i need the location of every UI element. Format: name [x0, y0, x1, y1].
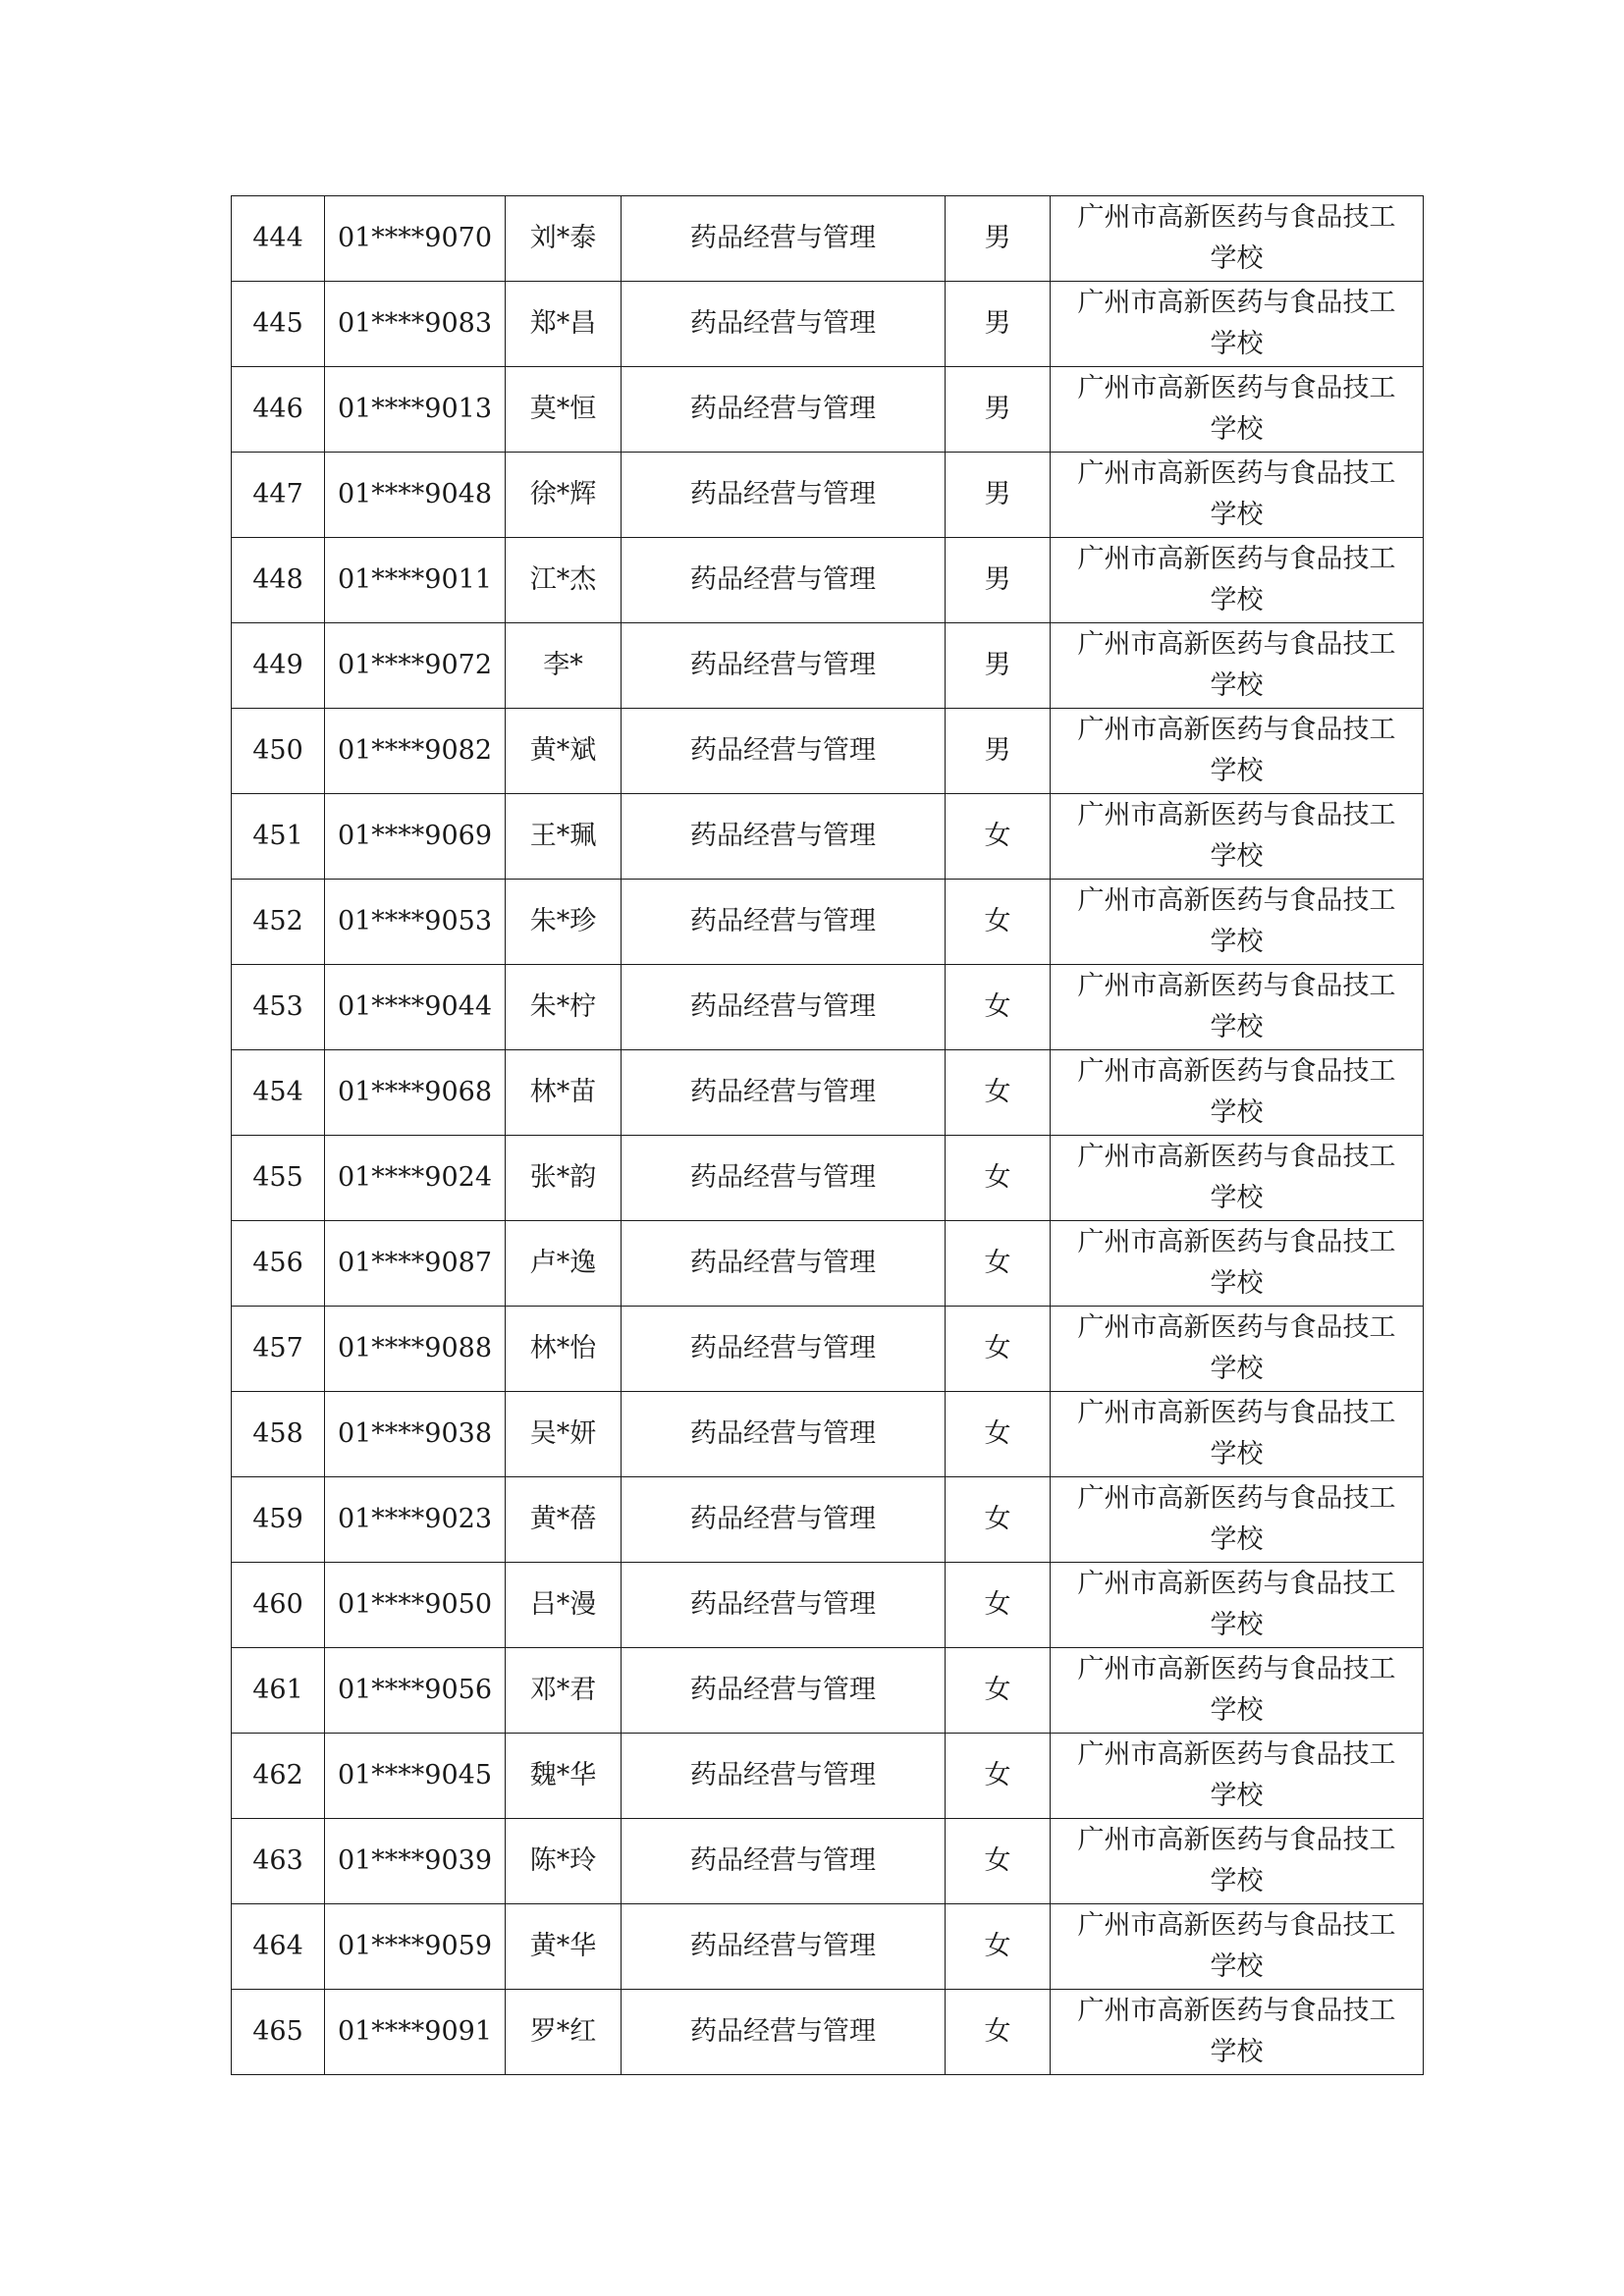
student-id: 01****9023 [325, 1477, 506, 1563]
school-line-2: 学校 [1210, 1354, 1264, 1384]
school-line-1: 广州市高新医药与食品技工 [1077, 1056, 1396, 1087]
student-id: 01****9091 [325, 1990, 506, 2075]
student-id: 01****9045 [325, 1734, 506, 1819]
gender: 女 [946, 794, 1051, 880]
row-number: 463 [232, 1819, 325, 1904]
student-name: 黄*华 [506, 1904, 622, 1990]
table-row [232, 880, 1424, 965]
school [1051, 1050, 1424, 1136]
school-line-2: 学校 [1210, 414, 1264, 445]
table-row [232, 1990, 1424, 2075]
school-line-1: 广州市高新医药与食品技工 [1077, 1569, 1396, 1599]
major: 药品经营与管理 [622, 538, 946, 623]
table-row [232, 282, 1424, 367]
table-row [232, 709, 1424, 794]
school-line-1: 广州市高新医药与食品技工 [1077, 629, 1396, 660]
school-line-1: 广州市高新医药与食品技工 [1077, 1227, 1396, 1257]
row-number: 456 [232, 1221, 325, 1307]
table-row [232, 1392, 1424, 1477]
gender: 男 [946, 538, 1051, 623]
student-id: 01****9024 [325, 1136, 506, 1221]
row-number: 464 [232, 1904, 325, 1990]
school-line-2: 学校 [1210, 1097, 1264, 1128]
row-number: 444 [232, 196, 325, 282]
student-name: 罗*红 [506, 1990, 622, 2075]
student-id: 01****9059 [325, 1904, 506, 1990]
major: 药品经营与管理 [622, 1563, 946, 1648]
school-line-1: 广州市高新医药与食品技工 [1077, 1739, 1396, 1770]
student-id: 01****9050 [325, 1563, 506, 1648]
row-number: 462 [232, 1734, 325, 1819]
table-row [232, 1307, 1424, 1392]
table-row [232, 1563, 1424, 1648]
school-line-2: 学校 [1210, 243, 1264, 274]
school-line-1: 广州市高新医药与食品技工 [1077, 800, 1396, 830]
gender: 女 [946, 1563, 1051, 1648]
student-id: 01****9087 [325, 1221, 506, 1307]
major: 药品经营与管理 [622, 1050, 946, 1136]
student-name: 邓*君 [506, 1648, 622, 1734]
major: 药品经营与管理 [622, 1392, 946, 1477]
student-name: 林*怡 [506, 1307, 622, 1392]
student-id: 01****9069 [325, 794, 506, 880]
school-line-2: 学校 [1210, 585, 1264, 615]
student-roster-table [231, 195, 1424, 2075]
student-name: 朱*珍 [506, 880, 622, 965]
row-number: 445 [232, 282, 325, 367]
table-row [232, 538, 1424, 623]
row-number: 459 [232, 1477, 325, 1563]
school [1051, 1221, 1424, 1307]
school [1051, 1734, 1424, 1819]
school-line-2: 学校 [1210, 1268, 1264, 1299]
school [1051, 282, 1424, 367]
table-row [232, 965, 1424, 1050]
school [1051, 1392, 1424, 1477]
row-number: 448 [232, 538, 325, 623]
table-row [232, 1477, 1424, 1563]
major: 药品经营与管理 [622, 1221, 946, 1307]
school-line-1: 广州市高新医药与食品技工 [1077, 288, 1396, 318]
major: 药品经营与管理 [622, 196, 946, 282]
school-line-1: 广州市高新医药与食品技工 [1077, 1996, 1396, 2026]
table-row [232, 623, 1424, 709]
student-name: 魏*华 [506, 1734, 622, 1819]
gender: 男 [946, 282, 1051, 367]
school-line-2: 学校 [1210, 2037, 1264, 2067]
school-line-2: 学校 [1210, 1524, 1264, 1555]
major: 药品经营与管理 [622, 1307, 946, 1392]
student-id: 01****9038 [325, 1392, 506, 1477]
row-number: 458 [232, 1392, 325, 1477]
major: 药品经营与管理 [622, 709, 946, 794]
school-line-2: 学校 [1210, 1439, 1264, 1469]
school-line-1: 广州市高新医药与食品技工 [1077, 202, 1396, 233]
student-id: 01****9056 [325, 1648, 506, 1734]
student-name: 黄*蓓 [506, 1477, 622, 1563]
school-line-1: 广州市高新医药与食品技工 [1077, 373, 1396, 403]
row-number: 453 [232, 965, 325, 1050]
school-line-1: 广州市高新医药与食品技工 [1077, 1312, 1396, 1343]
gender: 女 [946, 1221, 1051, 1307]
gender: 女 [946, 965, 1051, 1050]
row-number: 460 [232, 1563, 325, 1648]
table-row [232, 1050, 1424, 1136]
row-number: 449 [232, 623, 325, 709]
school-line-1: 广州市高新医药与食品技工 [1077, 458, 1396, 489]
row-number: 461 [232, 1648, 325, 1734]
row-number: 446 [232, 367, 325, 453]
student-name: 陈*玲 [506, 1819, 622, 1904]
gender: 男 [946, 623, 1051, 709]
gender: 女 [946, 1734, 1051, 1819]
school-line-1: 广州市高新医药与食品技工 [1077, 715, 1396, 745]
school [1051, 1990, 1424, 2075]
student-id: 01****9070 [325, 196, 506, 282]
student-name: 莫*恒 [506, 367, 622, 453]
gender: 女 [946, 1990, 1051, 2075]
student-name: 李* [506, 623, 622, 709]
major: 药品经营与管理 [622, 1990, 946, 2075]
student-name: 刘*泰 [506, 196, 622, 282]
gender: 女 [946, 1477, 1051, 1563]
school [1051, 367, 1424, 453]
school-line-1: 广州市高新医药与食品技工 [1077, 1142, 1396, 1172]
school [1051, 794, 1424, 880]
school-line-2: 学校 [1210, 1781, 1264, 1811]
school [1051, 196, 1424, 282]
table-row [232, 1221, 1424, 1307]
table-row [232, 367, 1424, 453]
school [1051, 1477, 1424, 1563]
school [1051, 709, 1424, 794]
student-id: 01****9039 [325, 1819, 506, 1904]
school [1051, 538, 1424, 623]
major: 药品经营与管理 [622, 367, 946, 453]
school-line-1: 广州市高新医药与食品技工 [1077, 1910, 1396, 1941]
school-line-2: 学校 [1210, 756, 1264, 786]
student-id: 01****9068 [325, 1050, 506, 1136]
school [1051, 1307, 1424, 1392]
student-name: 吕*漫 [506, 1563, 622, 1648]
major: 药品经营与管理 [622, 453, 946, 538]
school-line-2: 学校 [1210, 670, 1264, 701]
school [1051, 965, 1424, 1050]
row-number: 447 [232, 453, 325, 538]
student-name: 王*珮 [506, 794, 622, 880]
school-line-1: 广州市高新医药与食品技工 [1077, 971, 1396, 1001]
gender: 女 [946, 1819, 1051, 1904]
student-id: 01****9044 [325, 965, 506, 1050]
row-number: 465 [232, 1990, 325, 2075]
school-line-1: 广州市高新医药与食品技工 [1077, 1654, 1396, 1684]
student-id: 01****9082 [325, 709, 506, 794]
student-id: 01****9053 [325, 880, 506, 965]
school-line-2: 学校 [1210, 500, 1264, 530]
student-name: 卢*逸 [506, 1221, 622, 1307]
table-row [232, 1136, 1424, 1221]
major: 药品经营与管理 [622, 1819, 946, 1904]
school [1051, 1648, 1424, 1734]
school [1051, 1904, 1424, 1990]
school [1051, 1819, 1424, 1904]
student-name: 黄*斌 [506, 709, 622, 794]
row-number: 455 [232, 1136, 325, 1221]
table-row [232, 453, 1424, 538]
table-row [232, 196, 1424, 282]
gender: 女 [946, 1648, 1051, 1734]
major: 药品经营与管理 [622, 880, 946, 965]
school-line-1: 广州市高新医药与食品技工 [1077, 1825, 1396, 1855]
table-row [232, 1904, 1424, 1990]
school-line-2: 学校 [1210, 329, 1264, 359]
school-line-2: 学校 [1210, 1951, 1264, 1982]
student-name: 林*苗 [506, 1050, 622, 1136]
major: 药品经营与管理 [622, 1136, 946, 1221]
school-line-1: 广州市高新医药与食品技工 [1077, 1398, 1396, 1428]
student-name: 郑*昌 [506, 282, 622, 367]
gender: 女 [946, 1307, 1051, 1392]
row-number: 454 [232, 1050, 325, 1136]
row-number: 452 [232, 880, 325, 965]
student-id: 01****9048 [325, 453, 506, 538]
school-line-2: 学校 [1210, 1866, 1264, 1896]
major: 药品经营与管理 [622, 1477, 946, 1563]
school [1051, 453, 1424, 538]
major: 药品经营与管理 [622, 965, 946, 1050]
gender: 男 [946, 709, 1051, 794]
gender: 男 [946, 367, 1051, 453]
major: 药品经营与管理 [622, 1734, 946, 1819]
school-line-2: 学校 [1210, 1695, 1264, 1726]
row-number: 457 [232, 1307, 325, 1392]
school [1051, 1563, 1424, 1648]
gender: 女 [946, 1050, 1051, 1136]
school [1051, 1136, 1424, 1221]
student-id: 01****9011 [325, 538, 506, 623]
student-id: 01****9013 [325, 367, 506, 453]
gender: 女 [946, 880, 1051, 965]
student-id: 01****9072 [325, 623, 506, 709]
table-row [232, 1819, 1424, 1904]
major: 药品经营与管理 [622, 1648, 946, 1734]
major: 药品经营与管理 [622, 794, 946, 880]
school-line-1: 广州市高新医药与食品技工 [1077, 544, 1396, 574]
gender: 女 [946, 1392, 1051, 1477]
table-row [232, 1734, 1424, 1819]
student-name: 徐*辉 [506, 453, 622, 538]
gender: 男 [946, 453, 1051, 538]
table-row [232, 794, 1424, 880]
gender: 女 [946, 1136, 1051, 1221]
table-row [232, 1648, 1424, 1734]
student-id: 01****9088 [325, 1307, 506, 1392]
student-name: 吴*妍 [506, 1392, 622, 1477]
gender: 男 [946, 196, 1051, 282]
school-line-2: 学校 [1210, 927, 1264, 957]
gender: 女 [946, 1904, 1051, 1990]
school [1051, 880, 1424, 965]
school-line-1: 广州市高新医药与食品技工 [1077, 1483, 1396, 1514]
school-line-2: 学校 [1210, 841, 1264, 872]
major: 药品经营与管理 [622, 282, 946, 367]
school-line-2: 学校 [1210, 1183, 1264, 1213]
student-name: 江*杰 [506, 538, 622, 623]
student-id: 01****9083 [325, 282, 506, 367]
major: 药品经营与管理 [622, 623, 946, 709]
school-line-1: 广州市高新医药与食品技工 [1077, 885, 1396, 916]
major: 药品经营与管理 [622, 1904, 946, 1990]
school-line-2: 学校 [1210, 1610, 1264, 1640]
student-name: 朱*柠 [506, 965, 622, 1050]
row-number: 451 [232, 794, 325, 880]
row-number: 450 [232, 709, 325, 794]
student-name: 张*韵 [506, 1136, 622, 1221]
school-line-2: 学校 [1210, 1012, 1264, 1042]
school [1051, 623, 1424, 709]
